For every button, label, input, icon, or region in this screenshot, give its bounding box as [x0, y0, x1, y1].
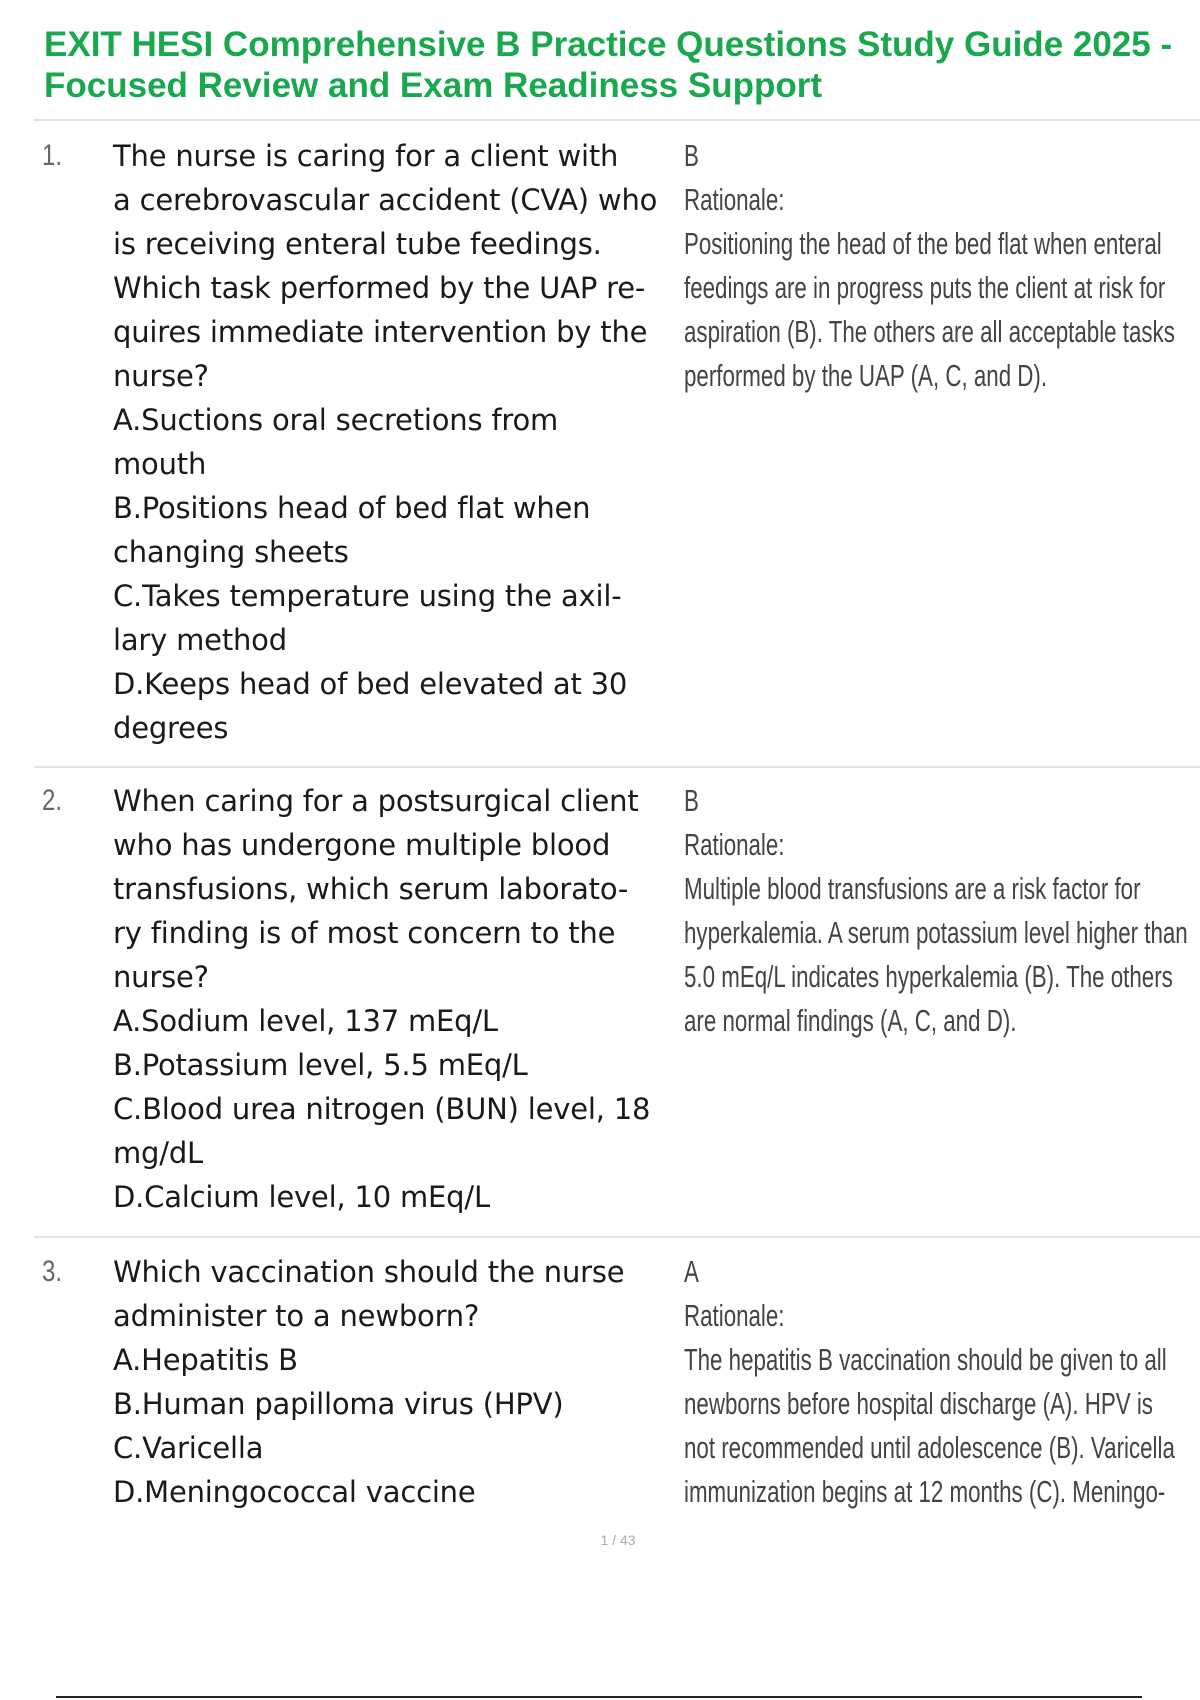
rationale-text-line: The hepatitis B vaccination should be given to all — [684, 1342, 1167, 1377]
answer-rationale — [684, 1250, 1175, 1514]
question-stem-line: a cerebrovascular accident (CVA) who — [113, 183, 658, 217]
question-stem-line: ry finding is of most concern to the — [113, 916, 616, 950]
question-stem-line: Which task performed by the UAP re- — [113, 271, 646, 305]
question-stem-line: quires immediate intervention by the — [113, 315, 648, 349]
answer-option-line: C.Blood urea nitrogen (BUN) level, 18 — [113, 1092, 651, 1126]
rationale-text-line: aspiration (B). The others are all acceptable tasks — [684, 314, 1175, 349]
question-number: 1. — [42, 139, 63, 172]
question-divider — [34, 1236, 1200, 1238]
question-number: 2. — [42, 784, 63, 817]
answer-option-line: D.Meningococcal vaccine — [113, 1475, 476, 1509]
answer-option-line: A.Hepatitis B — [113, 1343, 298, 1377]
answer-option-line: B.Potassium level, 5.5 mEq/L — [113, 1048, 528, 1082]
rationale-label: Rationale: — [684, 182, 785, 217]
title-line-1: EXIT HESI Comprehensive B Practice Questions Study Guide 2025 - — [44, 25, 1173, 64]
answer-rationale — [684, 779, 1188, 1043]
question-stem-line: nurse? — [113, 960, 209, 994]
question-text — [113, 134, 683, 750]
question-text — [113, 1250, 683, 1514]
page-number: 1 / 43 — [600, 1532, 636, 1548]
title-divider — [34, 119, 1200, 121]
answer-option-line: D.Keeps head of bed elevated at 30 — [113, 667, 628, 701]
answer-option-line: B.Positions head of bed flat when — [113, 491, 591, 525]
rationale-text-line: Multiple blood transfusions are a risk factor for — [684, 871, 1141, 906]
correct-answer: B — [684, 138, 699, 173]
rationale-text-line: are normal findings (A, C, and D). — [684, 1003, 1017, 1038]
rationale-text-line: performed by the UAP (A, C, and D). — [684, 358, 1048, 393]
answer-option-line: mouth — [113, 447, 207, 481]
answer-option-line: C.Varicella — [113, 1431, 264, 1465]
question-stem-line: is receiving enteral tube feedings. — [113, 227, 602, 261]
answer-option-line: B.Human papilloma virus (HPV) — [113, 1387, 564, 1421]
question-stem-line: transfusions, which serum laborato- — [113, 872, 629, 906]
rationale-label: Rationale: — [684, 827, 785, 862]
question-stem-line: Which vaccination should the nurse — [113, 1255, 625, 1289]
question-stem-line: When caring for a postsurgical client — [113, 784, 639, 818]
question-stem-line: who has undergone multiple blood — [113, 828, 611, 862]
answer-option-line: A.Sodium level, 137 mEq/L — [113, 1004, 498, 1038]
rationale-text-line: not recommended until adolescence (B). Varicella — [684, 1430, 1175, 1465]
question-number: 3. — [42, 1255, 63, 1288]
question-stem-line: The nurse is caring for a client with — [113, 139, 619, 173]
rationale-text-line: immunization begins at 12 months (C). Meningo- — [684, 1474, 1166, 1509]
rationale-text-line: Positioning the head of the bed flat when enteral — [684, 226, 1162, 261]
rationale-text-line: hyperkalemia. A serum potassium level higher than — [684, 915, 1188, 950]
title-line-2: Focused Review and Exam Readiness Support — [44, 66, 822, 105]
document-title — [44, 24, 1200, 106]
question-stem-line: nurse? — [113, 359, 209, 393]
correct-answer: B — [684, 783, 699, 818]
rationale-text-line: feedings are in progress puts the client at risk for — [684, 270, 1166, 305]
answer-rationale — [684, 134, 1175, 398]
answer-option-line: A.Suctions oral secretions from — [113, 403, 559, 437]
answer-option-line: lary method — [113, 623, 287, 657]
question-stem-line: administer to a newborn? — [113, 1299, 480, 1333]
answer-option-line: changing sheets — [113, 535, 349, 569]
question-text — [113, 779, 683, 1219]
answer-option-line: degrees — [113, 711, 229, 745]
answer-option-line: mg/dL — [113, 1136, 203, 1170]
question-divider — [34, 766, 1200, 768]
answer-option-line: C.Takes temperature using the axil- — [113, 579, 622, 613]
correct-answer: A — [684, 1254, 699, 1289]
rationale-text-line: newborns before hospital discharge (A). HPV is — [684, 1386, 1153, 1421]
rationale-label: Rationale: — [684, 1298, 785, 1333]
bottom-divider — [56, 1696, 1142, 1698]
answer-option-line: D.Calcium level, 10 mEq/L — [113, 1180, 490, 1214]
rationale-text-line: 5.0 mEq/L indicates hyperkalemia (B). The others — [684, 959, 1173, 994]
